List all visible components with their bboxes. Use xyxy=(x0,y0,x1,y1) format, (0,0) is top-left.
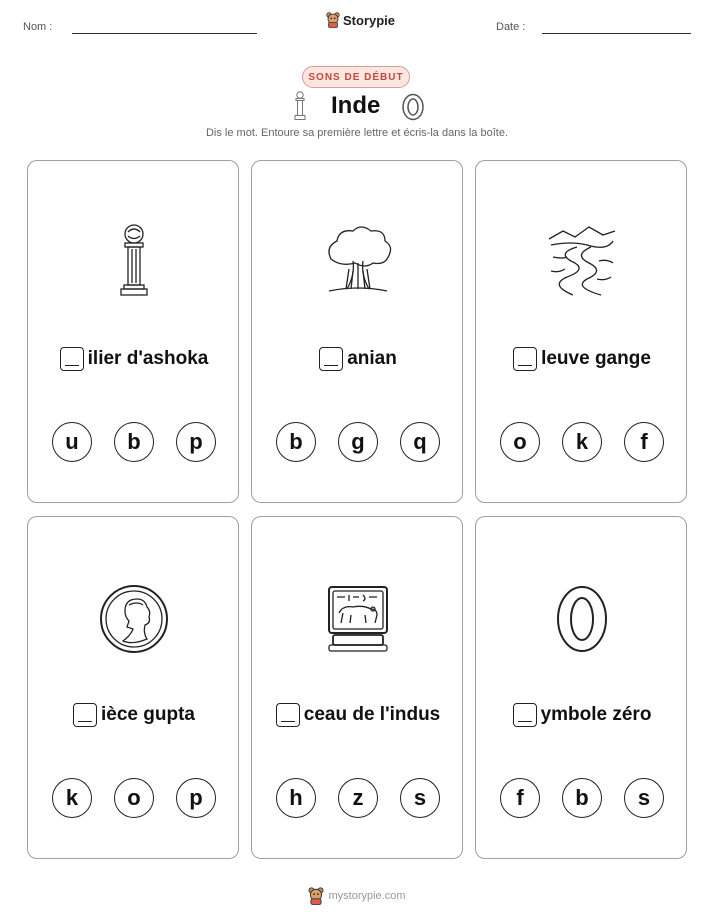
bear-icon xyxy=(308,887,324,905)
word-card xyxy=(251,516,463,859)
word-rest: ilier d'ashoka xyxy=(87,348,209,369)
gupta-coin-icon xyxy=(99,579,169,655)
letter-option[interactable]: g xyxy=(338,422,378,462)
letter-options xyxy=(476,778,688,818)
letter-option[interactable]: z xyxy=(338,778,378,818)
footer xyxy=(0,887,714,905)
word-rest: anian xyxy=(347,348,397,369)
letter-option[interactable]: b xyxy=(276,422,316,462)
ganges-river-icon xyxy=(547,223,617,299)
letter-option[interactable]: k xyxy=(562,422,602,462)
bear-icon xyxy=(326,12,340,28)
word-card xyxy=(27,516,239,859)
letter-option[interactable]: s xyxy=(400,778,440,818)
word-card xyxy=(251,160,463,503)
letter-option[interactable]: f xyxy=(624,422,664,462)
word-line xyxy=(476,347,688,371)
letter-option[interactable]: p xyxy=(176,422,216,462)
zero-symbol-icon xyxy=(547,579,617,655)
page-title: Inde xyxy=(331,92,381,119)
section-badge: SONS DE DÉBUT xyxy=(302,66,410,88)
letter-option[interactable]: o xyxy=(114,778,154,818)
word-line xyxy=(28,703,240,727)
letter-option[interactable]: q xyxy=(400,422,440,462)
letter-option[interactable]: o xyxy=(500,422,540,462)
letter-options xyxy=(28,422,240,462)
letter-option[interactable]: u xyxy=(52,422,92,462)
answer-box[interactable] xyxy=(73,703,97,727)
word-card xyxy=(475,160,687,503)
word-card xyxy=(27,160,239,503)
brand-logo xyxy=(326,12,395,28)
brand-name: Storypie xyxy=(343,12,396,28)
answer-box[interactable] xyxy=(319,347,343,371)
zero-icon xyxy=(401,93,425,121)
answer-box[interactable] xyxy=(513,347,537,371)
date-label: Date : xyxy=(496,21,526,33)
word-card xyxy=(475,516,687,859)
letter-option[interactable]: f xyxy=(500,778,540,818)
word-rest: ymbole zéro xyxy=(540,704,652,725)
word-line xyxy=(28,347,240,371)
letter-options xyxy=(476,422,688,462)
word-line xyxy=(476,703,688,727)
answer-box[interactable] xyxy=(60,347,84,371)
banyan-tree-icon xyxy=(323,223,393,299)
name-line[interactable] xyxy=(72,33,257,34)
answer-box[interactable] xyxy=(276,703,300,727)
letter-option[interactable]: s xyxy=(624,778,664,818)
letter-option[interactable]: b xyxy=(562,778,602,818)
instructions: Dis le mot. Entoure sa première lettre et écris-la dans la boîte. xyxy=(205,127,509,139)
letter-option[interactable]: h xyxy=(276,778,316,818)
word-line xyxy=(252,703,464,727)
date-line[interactable] xyxy=(542,33,691,34)
letter-option[interactable]: p xyxy=(176,778,216,818)
answer-box[interactable] xyxy=(513,703,537,727)
word-rest: leuve gange xyxy=(541,348,651,369)
ashoka-pillar-icon xyxy=(99,223,169,299)
letter-options xyxy=(252,778,464,818)
indus-seal-icon xyxy=(323,579,393,655)
footer-site: mystorypie.com xyxy=(328,890,406,902)
pillar-icon xyxy=(293,91,307,121)
letter-option[interactable]: k xyxy=(52,778,92,818)
word-line xyxy=(252,347,464,371)
name-label: Nom : xyxy=(23,21,53,33)
word-rest: ièce gupta xyxy=(101,704,195,725)
word-rest: ceau de l'indus xyxy=(303,704,441,725)
letter-option[interactable]: b xyxy=(114,422,154,462)
letter-options xyxy=(28,778,240,818)
letter-options xyxy=(252,422,464,462)
